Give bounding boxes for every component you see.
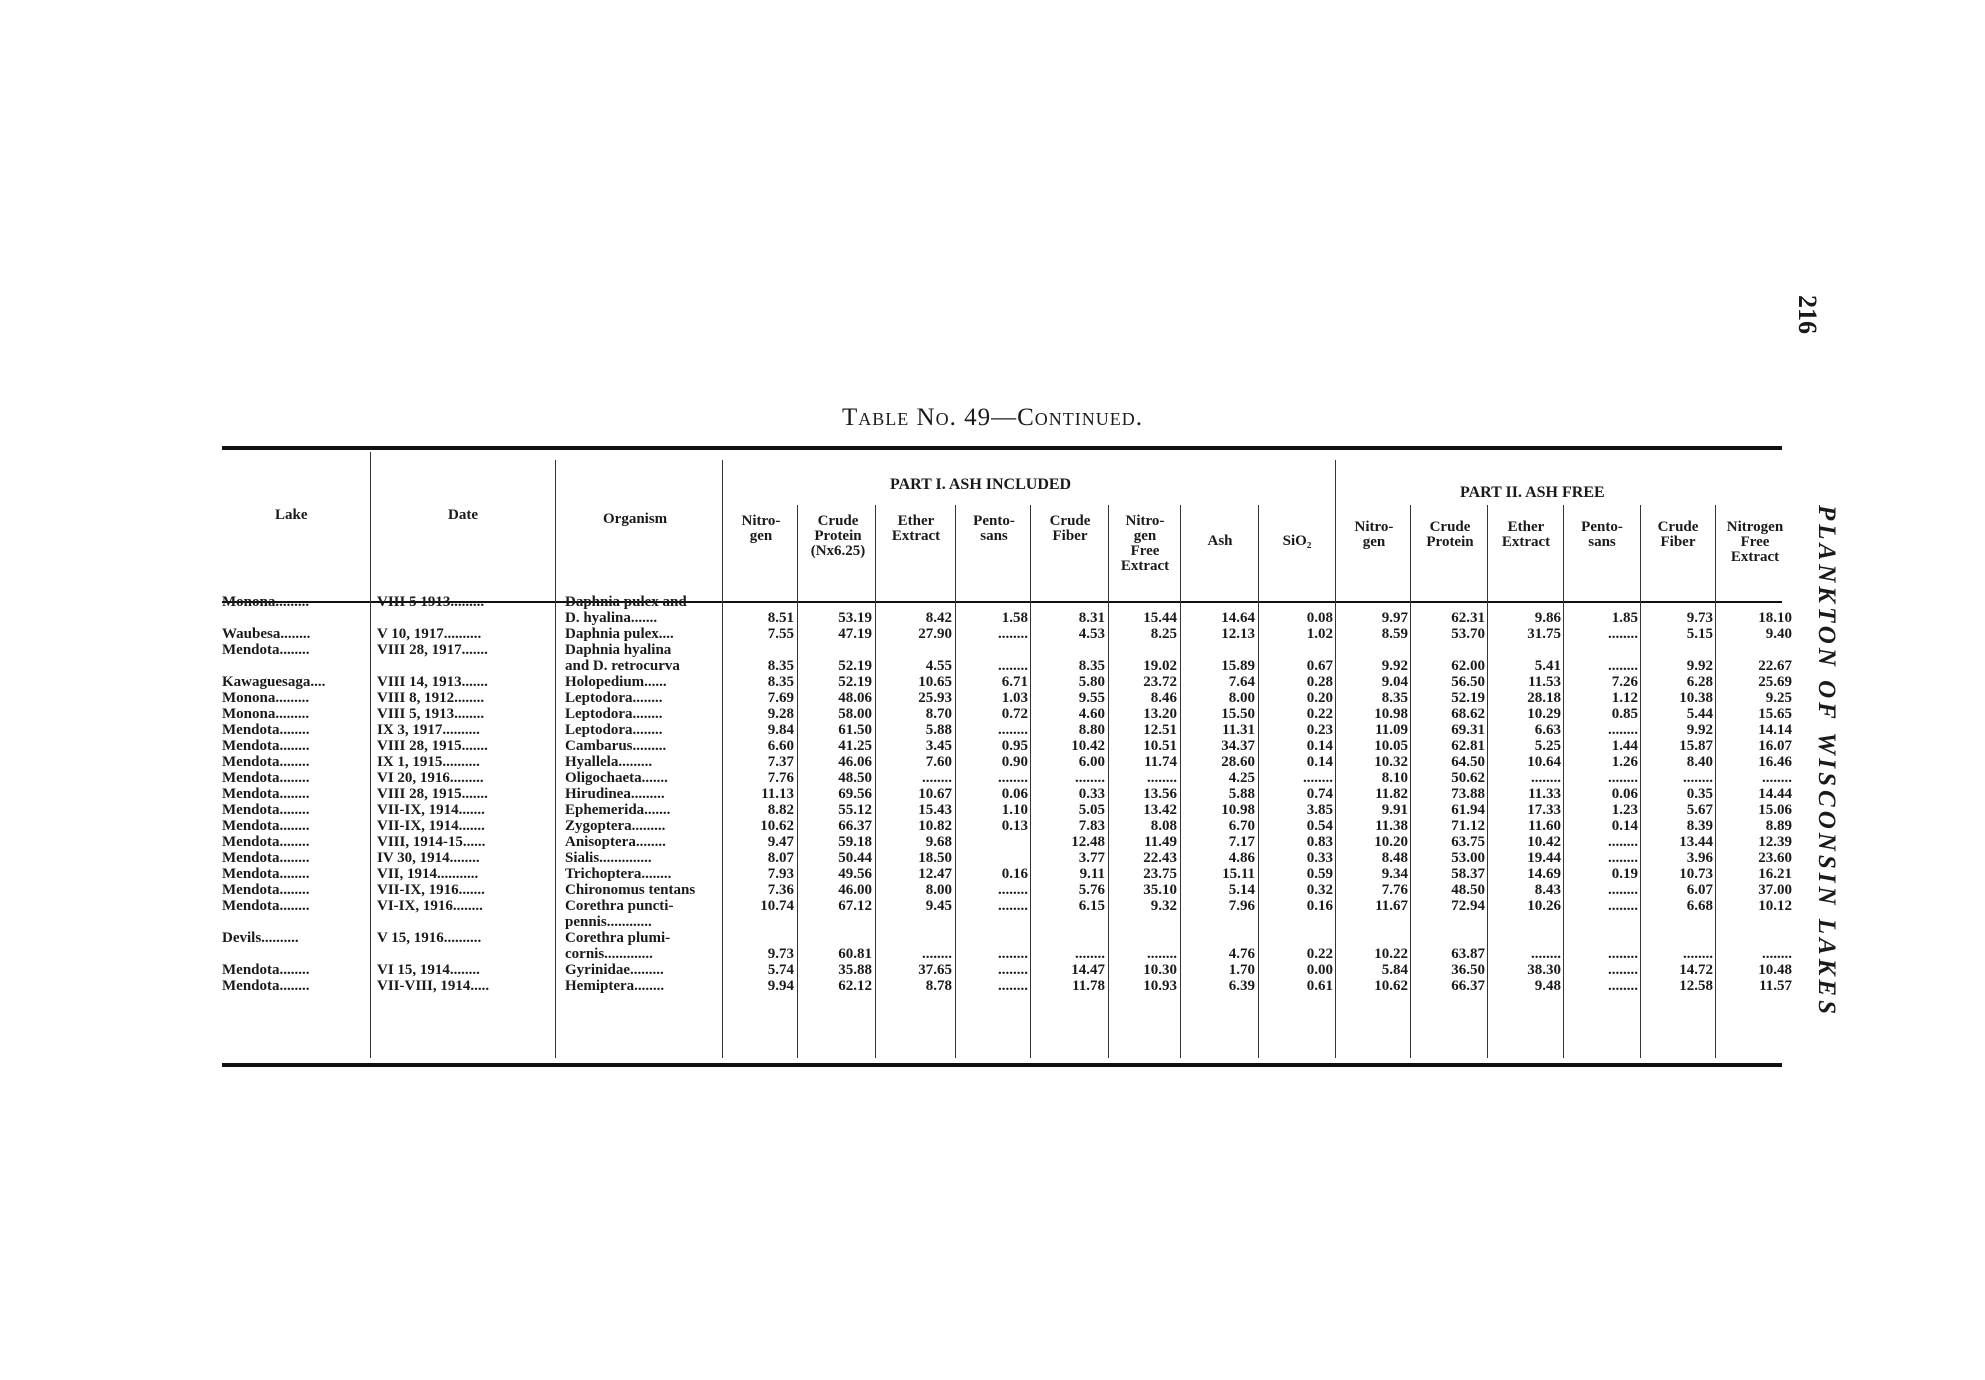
col-header-nitrogen-ash-free: Nitro- gen: [1354, 519, 1394, 550]
col-header-organism: Organism: [603, 511, 668, 527]
part1-crude-protein-values: 53.19 47.19 52.19 52.19 48.06 58.00 61.50 41.25 46.06 48.50 69.56 55.12 66.37 59.18 50.44 49.56 46.00 67.12 60.81 35.88 62.12: [838, 610, 872, 994]
col-header-crude-protein-ash-free: Crude Protein: [1426, 519, 1474, 550]
column-divider: [555, 460, 556, 1058]
column-divider: [1640, 505, 1641, 1058]
column-divider: [1258, 505, 1259, 1058]
part1-nitrogen-free-extract-values: 15.44 8.25 19.02 23.72 8.46 13.20 12.51 10.51 11.74 ........ 13.56 13.42 8.08 11.49 22.43 23.75 35.10 9.32 ........ 10.30 10.93: [1143, 610, 1177, 994]
column-divider: [797, 505, 798, 1058]
part1-ether-extract-values: 8.42 27.90 4.55 10.65 25.93 8.70 5.88 3.45 7.60 ........ 10.67 15.43 10.82 9.68 18.50 12.47 8.00 9.45 ........ 37.65 8.78: [918, 610, 952, 994]
col-header-ash: Ash: [1207, 533, 1233, 549]
part1-crude-fiber-values: 8.31 4.53 8.35 5.80 9.55 4.60 8.80 10.42 6.00 ........ 0.33 5.05 7.83 12.48 3.77 9.11 5.76 6.15 ........ 14.47 11.78: [1071, 610, 1105, 994]
table-title-rest: —Continued.: [991, 404, 1143, 431]
running-title: PLANKTON OF WISCONSIN LAKES: [1813, 505, 1840, 1018]
col-header-crude-fiber-ash-free: Crude Fiber: [1657, 519, 1699, 550]
part2-ether-extract-values: 9.86 31.75 5.41 11.53 28.18 10.29 6.63 5.25 10.64 ........ 11.33 17.33 11.60 10.42 19.44 14.69 8.43 10.26 ........ 38.30 9.48: [1527, 610, 1561, 994]
col-header-ether-extract-ash-free: Ether Extract: [1501, 519, 1551, 550]
column-divider: [875, 505, 876, 1058]
col-header-nitrogen: Nitro- gen: [741, 513, 781, 544]
column-divider: [370, 452, 371, 1058]
column-divider: [1030, 505, 1031, 1058]
part1-nitrogen-values: 8.51 7.55 8.35 8.35 7.69 9.28 9.84 6.60 7.37 7.76 11.13 8.82 10.62 9.47 8.07 7.93 7.36 10.74 9.73 5.74 9.94: [760, 610, 794, 994]
part1-ash-values: 14.64 12.13 15.89 7.64 8.00 15.50 11.31 34.37 28.60 4.25 5.88 10.98 6.70 7.17 4.86 15.11 5.14 7.96 4.76 1.70 6.39: [1221, 610, 1255, 994]
table-title-lead: Table No. 49: [842, 404, 992, 431]
lake-column: Monona......... Waubesa........ Mendota........ Kawaguesaga.... Monona......... Monona......... Mendota........ Mendota........ Mendota........ Mendota........ Mendota........ Mendota........ Mendota........ Mendota........ Mendota........ Mendota........ Mendota........ Mendota........ Devils.......... Mendota........ Mendota........: [222, 594, 326, 994]
part-one-label: PART I. ASH INCLUDED: [890, 476, 1072, 493]
organism-column: Daphnia pulex and D. hyalina....... Daphnia pulex.... Daphnia hyalina and D. retrocurva Holopedium...... Leptodora........ Leptodora........ Leptodora........ Cambarus......... Hyallela......... Oligochaeta....... Hirudinea......... Ephemerida....... Zygoptera......... Anisoptera........ Sialis.............. Trichoptera........ Chironomus tentans Corethra puncti- pennis............ Corethra plumi- cornis............. Gyrinidae......... Hemiptera........: [565, 594, 696, 994]
col-header-lake: Lake: [275, 507, 308, 523]
column-divider: [1715, 505, 1716, 1058]
column-divider: [1487, 505, 1488, 1058]
col-header-ether-extract: Ether Extract: [891, 513, 941, 544]
date-column: VIII 5 1913......... V 10, 1917.......... VIII 28, 1917....... VIII 14, 1913....... VIII 8, 1912........ VIII 5, 1913........ IX 3, 1917.......... VIII 28, 1915....... IX 1, 1915.......... VI 20, 1916......... VIII 28, 1915....... VII-IX, 1914....... VII-IX, 1914....... VIII, 1914-15...... IV 30, 1914........ VII, 1914........... VII-IX, 1916....... VI-IX, 1916........ V 15, 1916.......... VI 15, 1914........ VII-VIII, 1914.....: [377, 594, 490, 994]
col-header-pentosans-ash-free: Pento- sans: [1581, 519, 1623, 550]
part2-pentosans-values: 1.85 ........ ........ 7.26 1.12 0.85 ........ 1.44 1.26 ........ 0.06 1.23 0.14 ........ ........ 0.19 ........ ........ ........ ........ ........: [1608, 610, 1638, 994]
col-header-date: Date: [448, 507, 478, 523]
part-two-label: PART II. ASH FREE: [1460, 484, 1605, 501]
column-divider: [955, 505, 956, 1058]
column-divider: [1335, 460, 1336, 1058]
col-header-pentosans: Pento- sans: [973, 513, 1015, 544]
column-divider: [1563, 505, 1564, 1058]
col-header-nitrogen-free-extract: Nitro- gen Free Extract: [1120, 513, 1170, 574]
part2-crude-fiber-values: 9.73 5.15 9.92 6.28 10.38 5.44 9.92 15.87 8.40 ........ 0.35 5.67 8.39 13.44 3.96 10.73 6.07 6.68 ........ 14.72 12.58: [1679, 610, 1713, 994]
part2-crude-protein-values: 62.31 53.70 62.00 56.50 52.19 68.62 69.31 62.81 64.50 50.62 73.88 61.94 71.12 63.75 53.00 58.37 48.50 72.94 63.87 36.50 66.37: [1451, 610, 1485, 994]
part2-nitrogen-values: 9.97 8.59 9.92 9.04 8.35 10.98 11.09 10.05 10.32 8.10 11.82 9.91 11.38 10.20 8.48 9.34 7.76 11.67 10.22 5.84 10.62: [1374, 610, 1408, 994]
part2-nitrogen-free-extract-values: 18.10 9.40 22.67 25.69 9.25 15.65 14.14 16.07 16.46 ........ 14.44 15.06 8.89 12.39 23.60 16.21 37.00 10.12 ........ 10.48 11.57: [1758, 610, 1792, 994]
column-divider: [1410, 505, 1411, 1058]
part1-pentosans-values: 1.58 ........ ........ 6.71 1.03 0.72 ........ 0.95 0.90 ........ 0.06 1.10 0.13 0.16 ........ ........ ........ ........ ........: [998, 610, 1028, 994]
col-header-nitrogen-free-extract-ash-free: Nitrogen Free Extract: [1726, 519, 1784, 565]
table-title: [0, 404, 1985, 432]
table-top-rule: [222, 446, 1782, 450]
column-divider: [1180, 505, 1181, 1058]
column-divider: [722, 460, 723, 1058]
col-header-sio2: SiO₂: [1282, 533, 1312, 549]
col-header-crude-fiber: Crude Fiber: [1049, 513, 1091, 544]
col-header-crude-protein: Crude Protein (Nx6.25): [810, 513, 866, 559]
page-number: 216: [1793, 295, 1822, 334]
column-divider: [1108, 505, 1109, 1058]
part1-sio2-values: 0.08 1.02 0.67 0.28 0.20 0.22 0.23 0.14 0.14 ........ 0.74 3.85 0.54 0.83 0.33 0.59 0.32 0.16 0.22 0.00 0.61: [1303, 610, 1333, 994]
